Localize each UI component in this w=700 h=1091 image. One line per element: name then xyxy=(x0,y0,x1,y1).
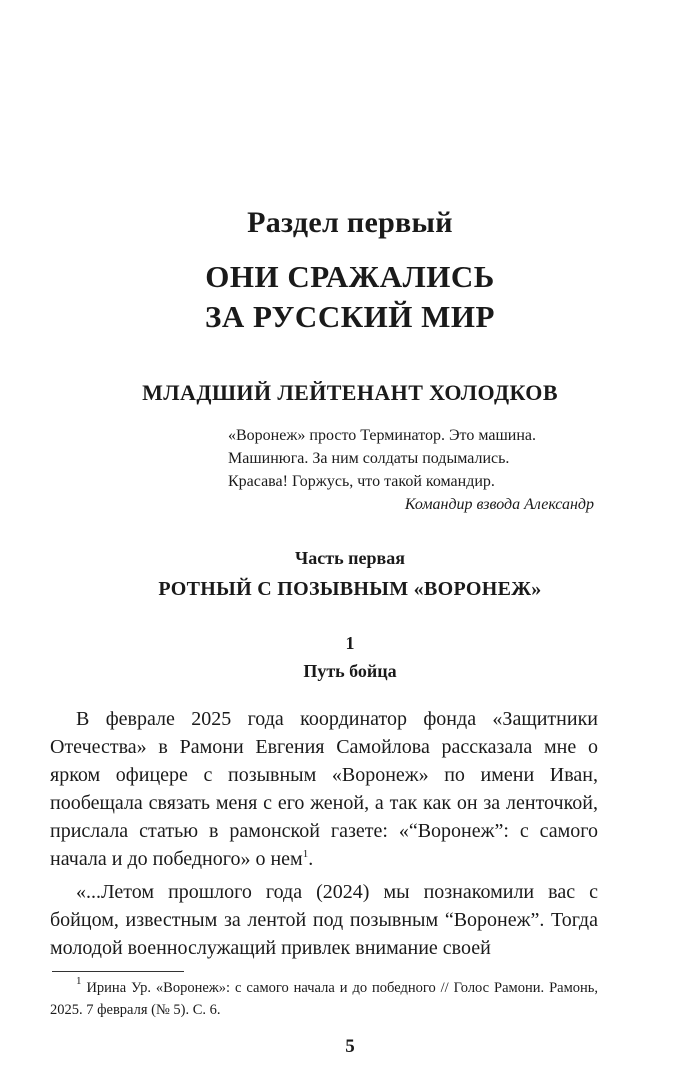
footnote xyxy=(50,977,598,1021)
section-title-line-2: ЗА РУССКИЙ МИР xyxy=(205,299,495,334)
subchapter-number: 1 xyxy=(345,633,355,653)
section-title-line-1: ОНИ СРАЖАЛИСЬ xyxy=(205,259,495,294)
epigraph-line: Красава! Горжусь, что такой командир. xyxy=(228,473,495,490)
body-paragraph: «...Летом прошлого года (2024) мы познакомили вас с бойцом, известным за лентой под позывным “Воронеж”. Тогда молодой военнослужащий привлек внимание своей xyxy=(50,881,598,959)
page-number: 5 xyxy=(345,1036,355,1057)
section-title xyxy=(0,257,700,337)
part-label: Часть первая xyxy=(295,548,405,568)
body-paragraph xyxy=(50,705,598,873)
footnote-text: Ирина Ур. «Воронеж»: с самого начала и до победного // Голос Рамони. Рамонь, 2025. 7 февраля (№ 5). С. 6. xyxy=(50,980,598,1018)
epigraph-line: «Воронеж» просто Терминатор. Это машина. xyxy=(228,427,536,444)
epigraph-author: Командир взвода Александр xyxy=(404,496,594,513)
epigraph-line: Машинюга. За ним солдаты подымались. xyxy=(228,450,510,467)
section-label: Раздел первый xyxy=(247,206,453,239)
part-title: РОТНЫЙ С ПОЗЫВНЫМ «ВОРОНЕЖ» xyxy=(158,578,542,600)
epigraph xyxy=(228,424,600,516)
chapter-heading: МЛАДШИЙ ЛЕЙТЕНАНТ ХОЛОДКОВ xyxy=(142,380,558,405)
footnote-reference[interactable]: 1 xyxy=(302,848,309,860)
body-paragraph-text: В феврале 2025 года координатор фонда «Защитники Отечества» в Рамони Евгения Самойлова рассказала мне о ярком офицере с позывным «Воронеж» по имени Иван, пообещала связать меня с его женой, а так как он за ленточкой, прислала статью в рамонской газете: «“Воронеж”: с самого начала и до победного» о нем xyxy=(50,708,598,870)
footnote-divider xyxy=(52,971,184,972)
subchapter-title: Путь бойца xyxy=(303,661,397,681)
body-paragraph-end: . xyxy=(308,848,314,870)
footnote-marker: 1 xyxy=(76,975,82,987)
